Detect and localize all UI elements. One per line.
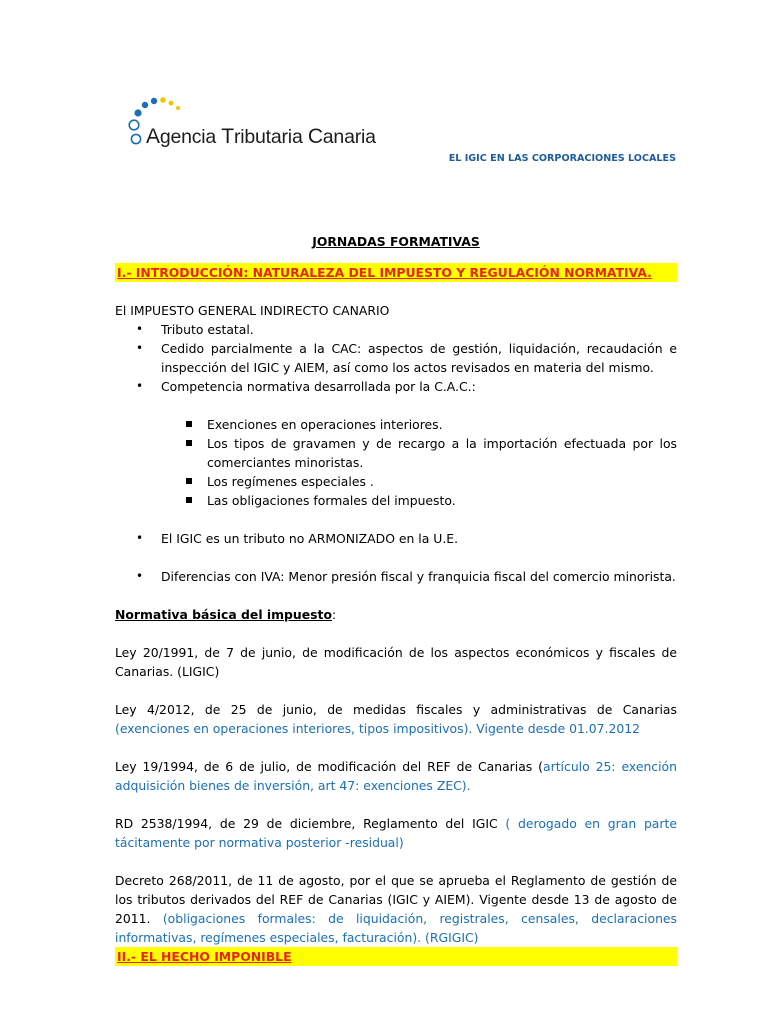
bullet-list-armonizado [115, 529, 677, 548]
bullet-list-diferencias [115, 567, 677, 586]
bullet-icon: • [136, 341, 144, 355]
list-item: • Competencia normativa desarrollada por la C.A.C.: [136, 379, 476, 394]
list-item: Los tipos de gravamen y de recargo a la importación efectuada por los comerciantes minoristas. [115, 434, 677, 472]
bullet-icon: • [136, 379, 144, 393]
list-item: • Diferencias con IVA: Menor presión fiscal y franquicia fiscal del comercio minorista. [136, 569, 676, 584]
bullet-list-naturaleza [115, 320, 677, 396]
list-item: Los regímenes especiales . [115, 472, 677, 491]
intro-line: El IMPUESTO GENERAL INDIRECTO CANARIO [115, 303, 390, 318]
list-item: • El IGIC es un tributo no ARMONIZADO en la U.E. [136, 531, 459, 546]
header-document-subject: EL IGIC EN LAS CORPORACIONES LOCALES [448, 153, 676, 164]
square-bullet-icon [186, 440, 192, 446]
list-item: Exenciones en operaciones interiores. [115, 415, 677, 434]
document-title: JORNADAS FORMATIVAS [312, 234, 480, 249]
normativa-heading: Normativa básica del impuesto: [115, 607, 337, 622]
rd-2538-1994: RD 2538/1994, de 29 de diciembre, Reglamento del IGIC ( derogado en gran parte tácitamente por normativa posterior -residual) [115, 816, 677, 850]
document-body [115, 232, 677, 966]
list-item: • Tributo estatal. [136, 322, 254, 337]
competencia-sublist [115, 415, 677, 510]
list-item: • Cedido parcialmente a la CAC: aspectos de gestión, liquidación, recaudación e inspección del IGIC y AIEM, así como los actos revisados en materia del mismo. [136, 341, 677, 375]
bullet-icon: • [136, 569, 144, 583]
ley-20-1991: Ley 20/1991, de 7 de junio, de modificación de los aspectos económicos y fiscales de Canarias. (LIGIC) [115, 645, 677, 679]
square-bullet-icon [186, 478, 192, 484]
section-heading-introduccion: I.- INTRODUCCIÓN: NATURALEZA DEL IMPUESTO Y REGULACIÓN NORMATIVA. [115, 263, 677, 282]
section-heading-hecho-imponible: II.- EL HECHO IMPONIBLE [115, 947, 677, 966]
ley-4-2012: Ley 4/2012, de 25 de junio, de medidas fiscales y administrativas de Canarias (exenciones en operaciones interiores, tipos impositivos). Vigente desde 01.07.2012 [115, 702, 677, 736]
decreto-268-2011: Decreto 268/2011, de 11 de agosto, por el que se aprueba el Reglamento de gestión de los tributos derivados del REF de Canarias (IGIC y AIEM). Vigente desde 13 de agosto de 2011. (obligaciones formales: de liquidación, registrales, censales, declaraciones informativas, regímenes especiales, facturación). (RGIGIC) [115, 873, 677, 945]
bullet-icon: • [136, 322, 144, 336]
logo-wordmark: Agencia Tributaria Canaria [146, 125, 376, 148]
bullet-icon: • [136, 531, 144, 545]
ley-19-1994: Ley 19/1994, de 6 de julio, de modificación del REF de Canarias (artículo 25: exención adquisición bienes de inversión, art 47: exenciones ZEC). [115, 759, 677, 793]
square-bullet-icon [186, 497, 192, 503]
square-bullet-icon [186, 421, 192, 427]
list-item: Las obligaciones formales del impuesto. [115, 491, 677, 510]
agencia-tributaria-canaria-logo [126, 96, 386, 156]
